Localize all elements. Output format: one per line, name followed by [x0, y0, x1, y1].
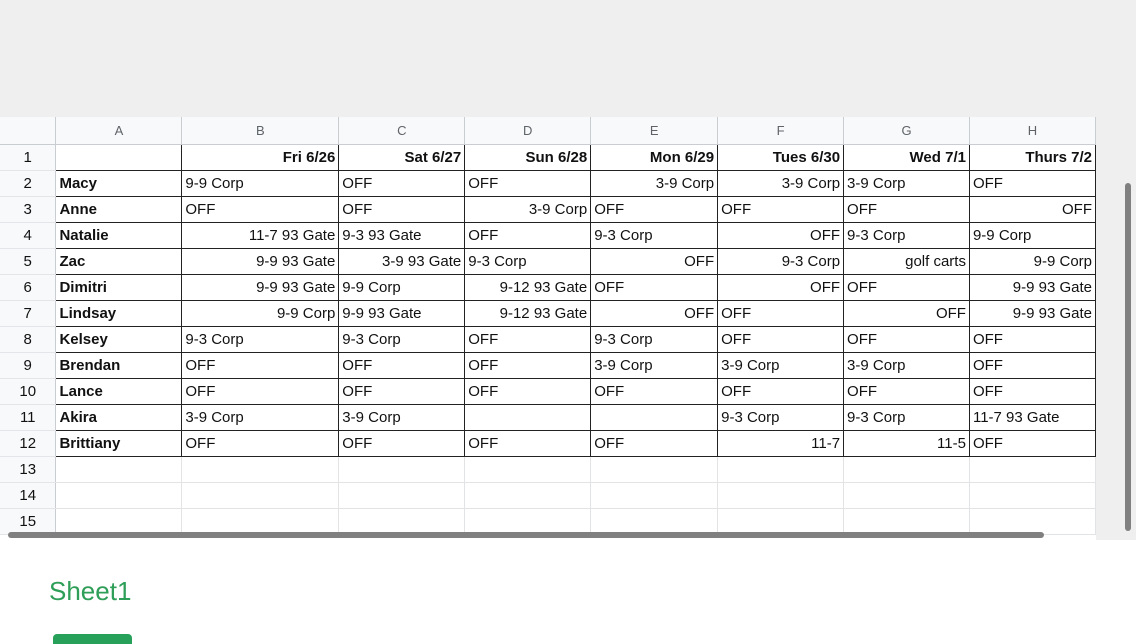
- day-header-cell[interactable]: Thurs 7/2: [969, 144, 1095, 170]
- vertical-scrollbar[interactable]: [1125, 183, 1131, 531]
- row-header[interactable]: 4: [0, 222, 56, 248]
- sheet-tab-indicator: [53, 634, 132, 644]
- shift-cell[interactable]: OFF: [718, 300, 844, 326]
- shift-cell[interactable]: [844, 482, 970, 508]
- shift-cell[interactable]: OFF: [465, 170, 591, 196]
- cell-name[interactable]: Brittiany: [56, 430, 182, 456]
- day-header-cell[interactable]: Mon 6/29: [591, 144, 718, 170]
- shift-cell[interactable]: [844, 508, 970, 534]
- shift-cell[interactable]: OFF: [844, 326, 970, 352]
- shift-cell[interactable]: OFF: [465, 430, 591, 456]
- shift-cell[interactable]: [591, 456, 718, 482]
- shift-cell[interactable]: OFF: [465, 326, 591, 352]
- shift-cell[interactable]: OFF: [718, 196, 844, 222]
- shift-cell[interactable]: OFF: [591, 274, 718, 300]
- shift-cell[interactable]: [339, 482, 465, 508]
- row-header[interactable]: 1: [0, 144, 56, 170]
- day-header-cell[interactable]: Tues 6/30: [718, 144, 844, 170]
- shift-cell[interactable]: OFF: [718, 378, 844, 404]
- shift-cell[interactable]: 3-9 Corp: [718, 352, 844, 378]
- shift-cell[interactable]: OFF: [182, 378, 339, 404]
- shift-cell[interactable]: 9-9 93 Gate: [969, 274, 1095, 300]
- shift-cell[interactable]: 9-3 Corp: [844, 404, 970, 430]
- table-row: [0, 508, 1096, 534]
- cell-name[interactable]: [56, 508, 182, 534]
- shift-cell[interactable]: OFF: [465, 222, 591, 248]
- shift-cell[interactable]: OFF: [844, 196, 970, 222]
- shift-cell[interactable]: 3-9 Corp: [844, 352, 970, 378]
- shift-cell[interactable]: 11-7 93 Gate: [182, 222, 339, 248]
- column-header-h[interactable]: H: [969, 117, 1095, 144]
- shift-cell[interactable]: [844, 456, 970, 482]
- shift-cell[interactable]: [969, 482, 1095, 508]
- shift-cell[interactable]: 11-7 93 Gate: [969, 404, 1095, 430]
- shift-cell[interactable]: [339, 456, 465, 482]
- sheet-tab-sheet1[interactable]: Sheet1: [49, 576, 132, 606]
- shift-cell[interactable]: 9-9 Corp: [339, 274, 465, 300]
- shift-cell[interactable]: OFF: [591, 196, 718, 222]
- shift-cell[interactable]: 9-9 93 Gate: [182, 248, 339, 274]
- shift-cell[interactable]: 9-3 Corp: [718, 404, 844, 430]
- shift-cell[interactable]: 3-9 Corp: [465, 196, 591, 222]
- column-header-g[interactable]: G: [844, 117, 970, 144]
- row-header[interactable]: 6: [0, 274, 56, 300]
- table-row: [0, 196, 1096, 222]
- cell-name[interactable]: [56, 144, 182, 170]
- table-row: [0, 352, 1096, 378]
- cell-name[interactable]: Natalie: [56, 222, 182, 248]
- shift-cell[interactable]: [465, 404, 591, 430]
- cell-name[interactable]: Lindsay: [56, 300, 182, 326]
- shift-cell[interactable]: OFF: [339, 170, 465, 196]
- shift-cell[interactable]: [182, 482, 339, 508]
- shift-cell[interactable]: 9-12 93 Gate: [465, 300, 591, 326]
- shift-cell[interactable]: [718, 508, 844, 534]
- select-all-corner[interactable]: [0, 117, 56, 144]
- table-row: [0, 170, 1096, 196]
- shift-cell[interactable]: OFF: [591, 300, 718, 326]
- shift-cell[interactable]: [465, 456, 591, 482]
- shift-cell[interactable]: [591, 508, 718, 534]
- column-header-b[interactable]: B: [182, 117, 339, 144]
- shift-cell[interactable]: 9-3 Corp: [182, 326, 339, 352]
- table-row: [0, 378, 1096, 404]
- shift-cell[interactable]: [718, 456, 844, 482]
- sheet-table: [0, 117, 1096, 535]
- shift-cell[interactable]: 3-9 Corp: [718, 170, 844, 196]
- cell-name[interactable]: Dimitri: [56, 274, 182, 300]
- shift-cell[interactable]: 9-3 Corp: [465, 248, 591, 274]
- shift-cell[interactable]: 3-9 93 Gate: [339, 248, 465, 274]
- cell-name[interactable]: Brendan: [56, 352, 182, 378]
- shift-cell[interactable]: OFF: [591, 248, 718, 274]
- shift-cell[interactable]: [182, 508, 339, 534]
- row-header[interactable]: 12: [0, 430, 56, 456]
- shift-cell[interactable]: OFF: [969, 196, 1095, 222]
- column-header-f[interactable]: F: [718, 117, 844, 144]
- shift-cell[interactable]: 9-9 93 Gate: [182, 274, 339, 300]
- shift-cell[interactable]: 9-9 Corp: [969, 222, 1095, 248]
- row-header[interactable]: 8: [0, 326, 56, 352]
- shift-cell[interactable]: 9-9 Corp: [182, 300, 339, 326]
- shift-cell[interactable]: 9-3 Corp: [339, 326, 465, 352]
- cell-name[interactable]: Macy: [56, 170, 182, 196]
- shift-cell[interactable]: [339, 508, 465, 534]
- table-row: [0, 326, 1096, 352]
- cell-name[interactable]: Lance: [56, 378, 182, 404]
- shift-cell[interactable]: 11-5: [844, 430, 970, 456]
- shift-cell[interactable]: 3-9 Corp: [339, 404, 465, 430]
- cell-name[interactable]: [56, 456, 182, 482]
- row-header[interactable]: 5: [0, 248, 56, 274]
- shift-cell[interactable]: 3-9 Corp: [591, 352, 718, 378]
- row-header[interactable]: 10: [0, 378, 56, 404]
- shift-cell[interactable]: OFF: [182, 196, 339, 222]
- table-row: [0, 430, 1096, 456]
- shift-cell[interactable]: OFF: [591, 378, 718, 404]
- table-row: [0, 456, 1096, 482]
- shift-cell[interactable]: OFF: [465, 352, 591, 378]
- row-header[interactable]: 9: [0, 352, 56, 378]
- shift-cell[interactable]: [591, 404, 718, 430]
- column-header-c[interactable]: C: [339, 117, 465, 144]
- table-row: [0, 222, 1096, 248]
- shift-cell[interactable]: OFF: [591, 430, 718, 456]
- shift-cell[interactable]: 3-9 Corp: [844, 170, 970, 196]
- shift-cell[interactable]: 11-7: [718, 430, 844, 456]
- shift-cell[interactable]: OFF: [339, 430, 465, 456]
- table-row: [0, 144, 1096, 170]
- day-header-cell[interactable]: Wed 7/1: [844, 144, 970, 170]
- shift-cell[interactable]: 9-9 93 Gate: [339, 300, 465, 326]
- day-header-cell[interactable]: Fri 6/26: [182, 144, 339, 170]
- shift-cell[interactable]: [182, 456, 339, 482]
- table-row: [0, 300, 1096, 326]
- cell-name[interactable]: Zac: [56, 248, 182, 274]
- cell-name[interactable]: Anne: [56, 196, 182, 222]
- shift-cell[interactable]: OFF: [969, 170, 1095, 196]
- table-row: [0, 482, 1096, 508]
- shift-cell[interactable]: OFF: [718, 326, 844, 352]
- shift-cell[interactable]: OFF: [465, 378, 591, 404]
- shift-cell[interactable]: 9-3 Corp: [591, 222, 718, 248]
- shift-cell[interactable]: 9-9 Corp: [182, 170, 339, 196]
- cell-name[interactable]: Akira: [56, 404, 182, 430]
- shift-cell[interactable]: OFF: [718, 274, 844, 300]
- horizontal-scrollbar[interactable]: [8, 532, 1044, 538]
- table-row: [0, 248, 1096, 274]
- row-header[interactable]: 14: [0, 482, 56, 508]
- shift-cell[interactable]: OFF: [844, 378, 970, 404]
- shift-cell[interactable]: OFF: [844, 274, 970, 300]
- shift-cell[interactable]: OFF: [969, 378, 1095, 404]
- row-header[interactable]: 13: [0, 456, 56, 482]
- shift-cell[interactable]: OFF: [969, 326, 1095, 352]
- row-header[interactable]: 15: [0, 508, 56, 534]
- shift-cell[interactable]: [465, 482, 591, 508]
- row-header[interactable]: 11: [0, 404, 56, 430]
- day-header-cell[interactable]: Sun 6/28: [465, 144, 591, 170]
- shift-cell[interactable]: OFF: [182, 352, 339, 378]
- shift-cell[interactable]: [718, 482, 844, 508]
- shift-cell[interactable]: 9-9 Corp: [969, 248, 1095, 274]
- shift-cell[interactable]: [969, 456, 1095, 482]
- shift-cell[interactable]: OFF: [339, 378, 465, 404]
- table-row: [0, 404, 1096, 430]
- shift-cell[interactable]: OFF: [718, 222, 844, 248]
- shift-cell[interactable]: [465, 508, 591, 534]
- cell-name[interactable]: Kelsey: [56, 326, 182, 352]
- row-header[interactable]: 7: [0, 300, 56, 326]
- shift-cell[interactable]: golf carts: [844, 248, 970, 274]
- shift-cell[interactable]: 9-3 Corp: [844, 222, 970, 248]
- shift-cell[interactable]: OFF: [182, 430, 339, 456]
- shift-cell[interactable]: OFF: [844, 300, 970, 326]
- cell-name[interactable]: [56, 482, 182, 508]
- column-header-a[interactable]: A: [56, 117, 182, 144]
- shift-cell[interactable]: 9-9 93 Gate: [969, 300, 1095, 326]
- row-header[interactable]: 3: [0, 196, 56, 222]
- shift-cell[interactable]: [591, 482, 718, 508]
- row-header[interactable]: 2: [0, 170, 56, 196]
- shift-cell[interactable]: [969, 508, 1095, 534]
- day-header-cell[interactable]: Sat 6/27: [339, 144, 465, 170]
- shift-cell[interactable]: 3-9 Corp: [182, 404, 339, 430]
- shift-cell[interactable]: OFF: [969, 352, 1095, 378]
- shift-cell[interactable]: OFF: [969, 430, 1095, 456]
- shift-cell[interactable]: OFF: [339, 196, 465, 222]
- spreadsheet-grid[interactable]: [0, 117, 1096, 540]
- shift-cell[interactable]: 9-3 93 Gate: [339, 222, 465, 248]
- shift-cell[interactable]: 9-3 Corp: [718, 248, 844, 274]
- shift-cell[interactable]: 9-12 93 Gate: [465, 274, 591, 300]
- shift-cell[interactable]: OFF: [339, 352, 465, 378]
- column-header-d[interactable]: D: [465, 117, 591, 144]
- shift-cell[interactable]: 3-9 Corp: [591, 170, 718, 196]
- table-row: [0, 274, 1096, 300]
- shift-cell[interactable]: 9-3 Corp: [591, 326, 718, 352]
- column-header-e[interactable]: E: [591, 117, 718, 144]
